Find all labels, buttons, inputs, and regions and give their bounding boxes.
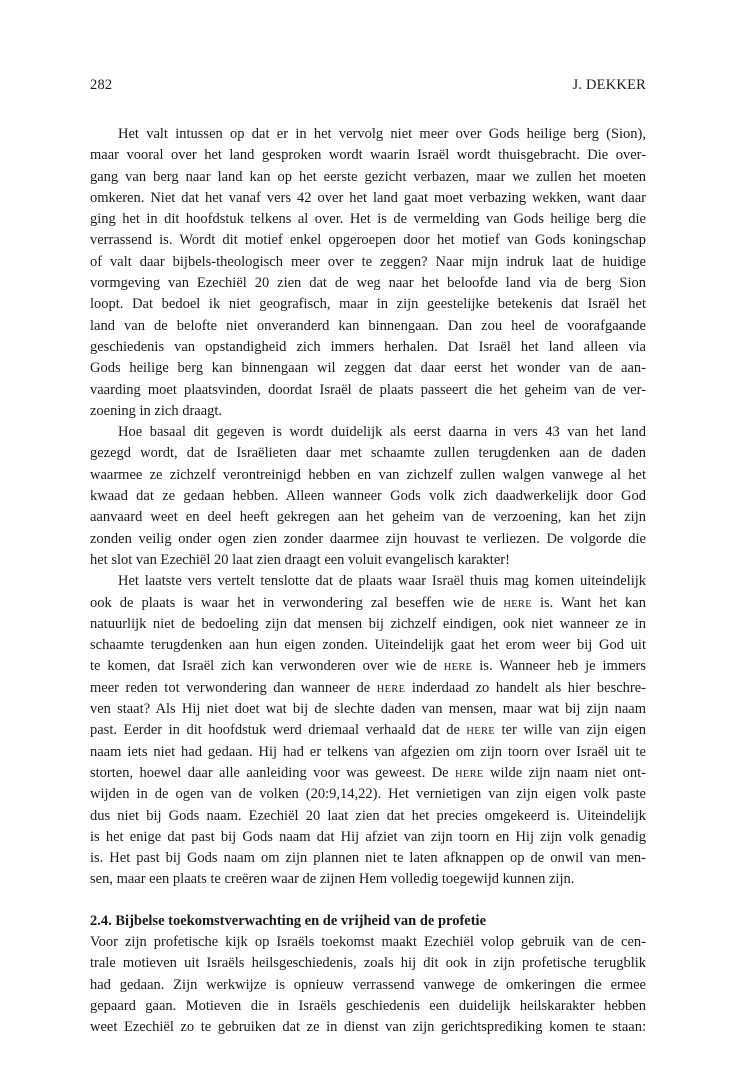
- text-line: zonden veilig onder ogen zien zonder daarmee zijn houvast te verliezen. De volgorde die: [90, 530, 646, 547]
- paragraph-1: [90, 124, 646, 422]
- paragraph-4: [90, 932, 646, 1038]
- text-line: maar vooral over het land gesproken wordt waarin Israël wordt thuisgebracht. Die over-: [90, 147, 646, 164]
- text-line: is. Het past bij Gods naam om zijn plannen niet te laten afknappen op de onwil van men-: [90, 850, 646, 867]
- paragraph-3: [90, 571, 646, 890]
- text-line: schaamte terugdenken aan hun eigen zonden. Uiteindelijk gaat het erom weer bij God uit: [90, 637, 646, 654]
- text-line: past. Eerder in dit hoofdstuk werd driemaal verhaald dat de HERE ter wille van zijn eigen: [90, 722, 646, 739]
- text-line: Hoe basaal dit gegeven is wordt duidelijk als eerst daarna in vers 43 van het land: [118, 424, 646, 441]
- page-number: 282: [90, 77, 113, 93]
- text-line: verrassend is. Wordt dit motief enkel opgeroepen door het motief van Gods koningschap: [90, 232, 646, 249]
- divine-name-smallcaps: HERE: [443, 662, 473, 674]
- text-line: wijden in de ogen van de volken (20:9,14,22). Het vernietigen van zijn eigen volk paste: [90, 786, 646, 803]
- text-line: te komen, dat Israël zich kan verwonderen over wie de HERE is. Wanneer heb je immers: [90, 658, 646, 675]
- text-line: land van de belofte niet onveranderd kan binnengaan. Dan zou heel de voorafgaande: [90, 317, 646, 334]
- text-line: natuurlijk niet de bedoeling zijn dat mensen bij zichzelf eindigen, ook niet wanneer ze in: [90, 615, 646, 632]
- section-spacer: [90, 891, 646, 911]
- text-line: Gods heilige berg kan binnengaan wil zeggen dat daar eerst het wonder van de aan-: [90, 360, 646, 377]
- text-line: ook de plaats is waar het in verwondering zal beseffen wie de HERE is. Want het kan: [90, 594, 646, 611]
- text-line: kwaad dat ze gedaan hebben. Alleen wanneer Gods volk zich daadwerkelijk door God: [90, 488, 646, 505]
- text-line: vaarding moet plaatsvinden, doordat Israël de plaats passeert die het geheim van de ver-: [90, 381, 646, 398]
- text-line: zoening in zich draagt.: [90, 402, 223, 419]
- text-line: omkeren. Niet dat het vanaf vers 42 over het land gaat moet verbazing wekken, want daar: [90, 189, 646, 206]
- text-line: gezegd wordt, dat de Israëlieten daar met schaamte zullen terugdenken aan de daden: [90, 445, 646, 462]
- text-line: Voor zijn profetische kijk op Israëls toekomst maakt Ezechiël volop gebruik van de cen-: [90, 933, 646, 950]
- text-line: geschiedenis van opstandigheid zich immers herhalen. Dat Israël het land alleen via: [90, 338, 646, 355]
- text-line: ging het in dit hoofdstuk telkens al over. Het is de vermelding van Gods heilige berg die: [90, 211, 646, 228]
- divine-name-smallcaps: HERE: [455, 768, 484, 780]
- text-line: dus niet bij Gods naam. Ezechiël 20 laat zien dat het precies omgekeerd is. Uiteindelijk: [90, 807, 646, 824]
- section-heading: 2.4. Bijbelse toekomstverwachting en de vrijheid van de profetie: [90, 912, 487, 929]
- text-line: trale motieven uit Israëls heilsgeschiedenis, zoals hij dit ook in zijn profetische terugblik: [90, 955, 646, 972]
- text-line: weet Ezechiël zo te gebruiken dat ze in dienst van zijn gerichtsprediking komen te staan:: [90, 1019, 646, 1036]
- text-line: gang van berg naar land kan op het eerste gezicht verbazen, maar we zullen het moeten: [90, 168, 646, 185]
- text-line: ven staat? Als Hij niet doet wat bij de slechte daden van mensen, maar wat bij zijn naam: [90, 701, 646, 718]
- running-head-author: J. DEKKER: [572, 77, 646, 93]
- running-header: [90, 77, 646, 94]
- text-line: loopt. Dat bedoel ik niet geografisch, maar in zijn geestelijke betekenis dat Israël het: [90, 296, 646, 313]
- text-line: vormgeving van Ezechiël 20 zien dat de weg naar het beloofde land via de berg Sion: [90, 275, 646, 292]
- text-line: Het valt intussen op dat er in het vervolg niet meer over Gods heilige berg (Sion),: [118, 126, 646, 142]
- divine-name-smallcaps: HERE: [503, 598, 532, 610]
- text-line: sen, maar een plaats te creëren waar de zijnen Hem volledig toegewijd kunnen zijn.: [90, 871, 575, 888]
- text-line: het slot van Ezechiël 20 laat zien draagt een voluit evangelisch karakter!: [90, 551, 510, 568]
- text-line: had gedaan. Zijn werkwijze is opnieuw verrassend vanwege de omkeringen die ermee: [90, 976, 646, 993]
- body-text: [90, 124, 646, 1038]
- text-line: of valt daar bijbels-theologisch meer over te zeggen? Naar mijn indruk laat de huidige: [90, 253, 646, 270]
- divine-name-smallcaps: HERE: [466, 726, 496, 738]
- text-line: gepaard gaan. Motieven die in Israëls geschiedenis een duidelijk heilskarakter hebben: [90, 997, 646, 1014]
- text-line: aanvaard weet en deel heeft gekregen aan het geheim van de verzoening, kan het zijn: [90, 509, 646, 526]
- text-line: naam iets niet had gedaan. Hij had er telkens van afgezien om zijn toorn over Israël uit te: [90, 743, 646, 760]
- paragraph-2: [90, 422, 646, 571]
- divine-name-smallcaps: HERE: [376, 683, 406, 695]
- text-line: Het laatste vers vertelt tenslotte dat de plaats waar Israël thuis mag komen uiteindelijk: [118, 573, 646, 590]
- text-line: waarmee ze zichzelf verontreinigd hebben en van zichzelf zullen walgen vanwege al het: [90, 466, 646, 483]
- text-line: meer reden tot verwondering dan wanneer de HERE inderdaad zo handelt als hier beschre-: [90, 679, 646, 696]
- text-line: storten, hoewel daar alle aanleiding voor was geweest. De HERE wilde zijn naam niet ont-: [90, 764, 646, 781]
- text-line: is het enige dat past bij Gods naam dat Hij afziet van zijn toorn en Hij zijn volk genadig: [90, 828, 646, 845]
